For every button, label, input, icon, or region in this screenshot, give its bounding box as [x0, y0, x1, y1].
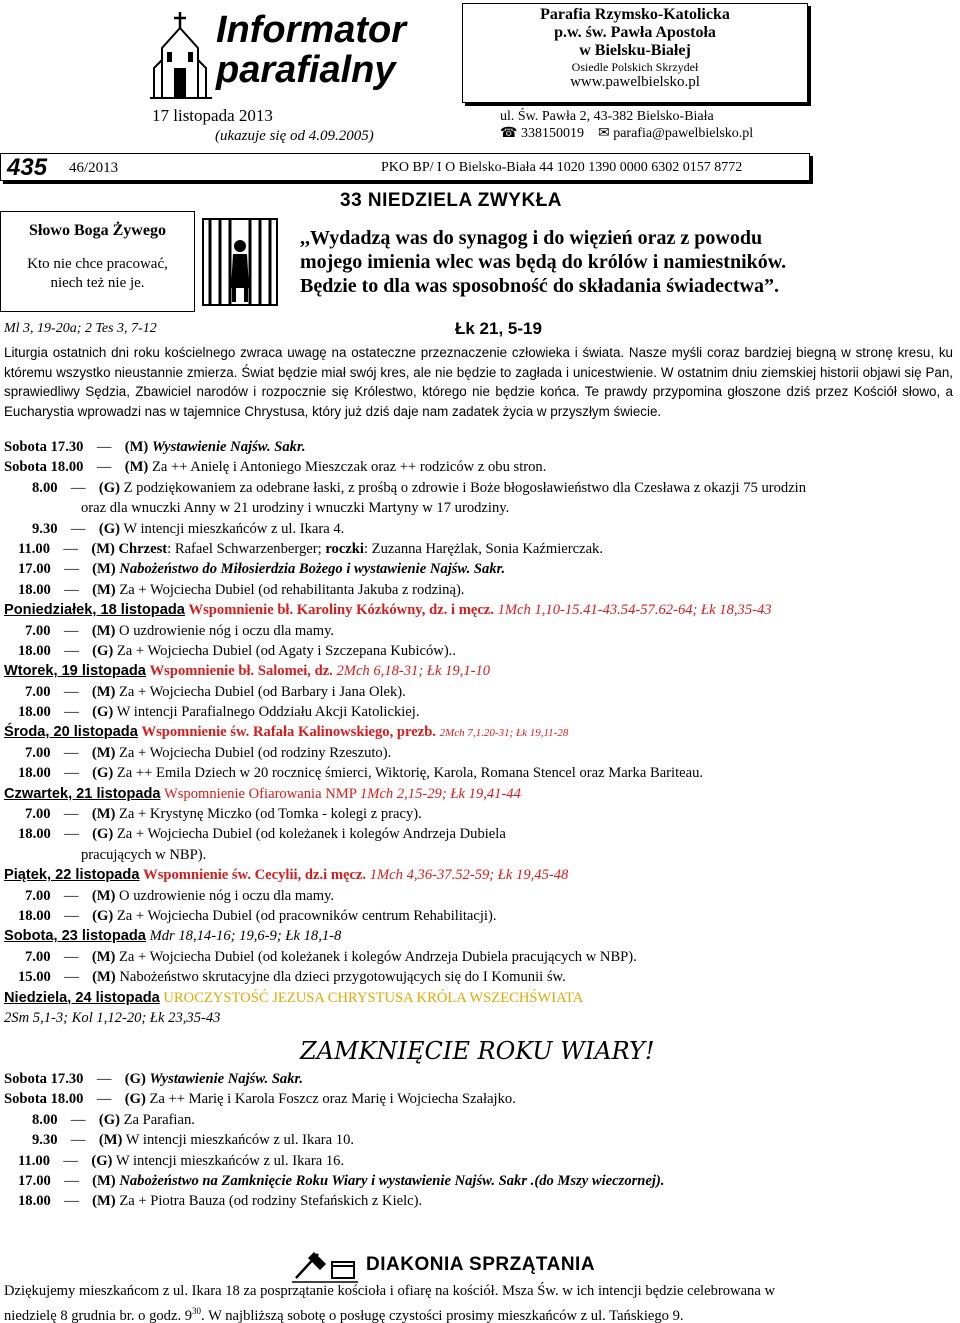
mass-entry: Sobota 18.00 — (G) Za ++ Marię i Karola Foszcz oraz Marię i Wojciecha Szałajko. [4, 1091, 516, 1108]
sunday-reflection: Liturgia ostatnich dni roku kościelnego zwraca uwagę na ostateczne przeznaczenie człowieka i świata. Nasze myśli coraz bardziej biegną w stronę kresu, ku któremu wszystko nieustannie zmierza. Świat będzie miał swój kres, ale nie będzie to zagłada i unicestwienie. W ostatnim dniu ziemskiej historii objawi się Pan, sprawiedliwy Sędzia, Zbawiciel narodów i rozpocznie się Królestwo, którego nie będzie końca. Te prawdy przypomina głoszone dziś przez Kościół słowo, a Eucharystia wprowadzi nas w tajemnice Chrystusa, który już dziś daje nam zadatek życia w przyszłym świecie. [4, 345, 953, 419]
mass-entry: 7.00 — (M) O uzdrowienie nóg i oczu dla mamy. [25, 622, 335, 639]
contact-line [500, 125, 753, 142]
quote-line-1: Kto nie chce pracować, [27, 256, 168, 272]
mass-entry: 7.00 — (M) Za + Krystynę Miczko (od Tomka - kolegi z pracy). [25, 806, 422, 823]
mass-entry: Sobota 18.00 — (M) Za ++ Anielę i Antoniego Mieszczak oraz ++ rodziców z obu stron. [4, 459, 547, 476]
parish-address [500, 108, 753, 142]
mass-entry: 7.00 — (M) Za + Wojciecha Dubiel (od koleżanek i kolegów Andrzeja Dubiela pracujących w NBP). [25, 948, 637, 965]
email-link[interactable]: parafia@pawelbielsko.pl [613, 126, 754, 141]
gospel-quote [300, 226, 955, 298]
day-header-saturday: Sobota, 23 listopada Mdr 18,14-16; 19,6-9; Łk 18,1-8 [4, 928, 342, 945]
mass-entry: 15.00 — (M) Nabożeństwo skrutacyjne dla dzieci przygotowujących się do I Komunii św. [18, 969, 566, 986]
sunday-readings: Ml 3, 19-20a; 2 Tes 3, 7-12 [4, 321, 157, 336]
mass-entry: 17.00 — (M) Nabożeństwo na Zamknięcie Roku Wiary i wystawienie Najśw. Sakr .(do Mszy wieczornej). [18, 1172, 665, 1189]
day-header-wednesday: Środa, 20 listopada Wspomnienie św. Rafała Kalinowskiego, prezb. 2Mch 7,1.20-31; Łk 19,11-28 [4, 724, 569, 741]
mass-entry: 8.00 — (G) Za Parafian. [32, 1111, 195, 1128]
mass-entry: 7.00 — (M) O uzdrowienie nóg i oczu dla mamy. [25, 887, 335, 904]
mass-entry: 9.30 — (M) W intencji mieszkańców z ul. Ikara 10. [32, 1132, 355, 1149]
mass-entry-continued: pracujących w NBP). [81, 846, 207, 863]
issue-week: 46/2013 [69, 160, 119, 176]
mass-entry-continued: oraz dla wnuczki Anny w 21 urodziny i wnuczki Martyny w 17 urodziny. [81, 500, 510, 517]
word-of-god-box [0, 211, 195, 312]
mass-entry: 18.00 — (G) Za ++ Emila Dziech w 20 rocznicę śmierci, Wiktorię, Karola, Romana Stencel oraz Marka Bariteau. [18, 765, 704, 782]
day-header-tuesday: Wtorek, 19 listopada Wspomnienie bł. Salomei, dz. 2Mch 6,18-31; Łk 19,1-10 [4, 663, 491, 680]
mass-entry: 8.00 — (G) Z podziękowaniem za odebrane łaski, z prośbą o zdrowie i Boże błogosławieństwo dla Czesława z okazji 75 urodzin [32, 479, 807, 496]
sunday-title: 33 NIEDZIELA ZWYKŁA [340, 190, 563, 211]
cleaning-ministry-text [4, 1281, 956, 1323]
mass-entry: 17.00 — (M) Nabożeństwo do Miłosierdzia Bożego i wystawienie Najśw. Sakr. [18, 561, 506, 578]
thanks-line-1: Dziękujemy mieszkańcom z ul. Ikara 18 za posprzątanie kościoła i ofiarę na kościół. Msza Św. w ich intencji będzie celebrowana w [4, 1283, 776, 1299]
church-logo-icon [150, 8, 212, 100]
issue-number: 435 [7, 154, 48, 181]
mass-entry: 18.00 — (M) Za + Wojciecha Dubiel (od rehabilitanta Jakuba z rodziną). [18, 581, 465, 598]
street-address: ul. Św. Pawła 2, 43-382 Bielsko-Biała [500, 109, 714, 124]
mass-entry: 11.00 — (M) Chrzest: Rafael Schwarzenberger; roczki: Zuzanna Harężlak, Sonia Kaźmierczak. [18, 540, 604, 557]
day-header-monday: Poniedziałek, 18 listopada Wspomnienie bł. Karoliny Kózkówny, dz. i męcz. 1Mch 1,10-15.41-43.54-57.62-64; Łk 18,35-43 [4, 602, 772, 619]
mass-entry: 7.00 — (M) Za + Wojciecha Dubiel (od Barbary i Jana Olek). [25, 683, 406, 700]
word-of-god-title: Słowo Boga Żywego [29, 222, 166, 239]
prison-bars-icon [202, 218, 278, 306]
gospel-quote-line-3: Będzie to dla was sposobność do składania świadectwa”. [300, 275, 779, 297]
phone-number: 338150019 [520, 126, 584, 141]
mass-entry: 18.00 — (G) Za + Wojciecha Dubiel (od koleżanek i kolegów Andrzeja Dubiela [18, 826, 506, 843]
publication-title [216, 10, 406, 90]
sunday-readings-next: 2Sm 5,1-3; Kol 1,12-20; Łk 23,35-43 [4, 1009, 221, 1026]
mass-entry: 18.00 — (G) Za + Wojciecha Dubiel (od Agaty i Szczepana Kubiców).. [18, 642, 456, 659]
mass-entry: 11.00 — (G) W intencji mieszkańców z ul. Ikara 16. [18, 1152, 345, 1169]
gospel-quote-line-2: mojego imienia wlec was będą do królów i namiestników. [300, 251, 787, 273]
parish-city: w Bielsku-Białej [579, 42, 691, 59]
parish-patron: p.w. św. Pawła Apostoła [554, 24, 716, 41]
brand-line-1: Informator [216, 9, 406, 51]
quote-line-2: niech też nie je. [50, 275, 145, 291]
mass-entry: 18.00 — (G) W intencji Parafialnego Oddziału Akcji Katolickiej. [18, 704, 420, 721]
day-header-thursday: Czwartek, 21 listopada Wspomnienie Ofiarowania NMP 1Mch 2,15-29; Łk 19,41-44 [4, 785, 521, 802]
brand-line-2: parafialny [216, 49, 396, 91]
valid-note: (ukazuje się od 4.09.2005) [215, 128, 374, 144]
mass-entry: 18.00 — (G) Za + Wojciecha Dubiel (od pracowników centrum Rehabilitacji). [18, 907, 497, 924]
mass-schedule-next-week [4, 1069, 956, 1212]
cleaning-ministry-title: DIAKONIA SPRZĄTANIA [366, 1254, 596, 1275]
mail-icon: ✉ [597, 126, 610, 141]
phone-icon: ☎ [500, 126, 518, 141]
word-of-god-quote [1, 255, 194, 293]
day-header-sunday: Niedziela, 24 listopada UROCZYSTOŚĆ JEZUSA CHRYSTUSA KRÓLA WSZECHŚWIATA [4, 989, 584, 1006]
day-header-friday: Piątek, 22 listopada Wspomnienie św. Cecylii, dz.i męcz. 1Mch 4,36-37.52-59; Łk 19,45-48 [4, 867, 569, 884]
bank-account: PKO BP/ I O Bielsko-Biała 44 1020 1390 0000 6302 0157 8772 [381, 160, 743, 175]
parish-name: Parafia Rzymsko-Katolicka [540, 6, 730, 23]
mass-entry: 18.00 — (M) Za + Piotra Bauza (od rodziny Stefańskich z Kielc). [18, 1193, 423, 1210]
gospel-quote-line-1: ,,Wydadzą was do synagog i do więzień oraz z powodu [300, 227, 763, 249]
parish-estate: Osiedle Polskich Skrzydeł [571, 60, 699, 74]
issue-date: 17 listopada 2013 [152, 106, 273, 125]
parish-info-box [462, 3, 808, 103]
cleaning-icon [292, 1248, 358, 1284]
mass-entry: 7.00 — (M) Za + Wojciecha Dubiel (od rodziny Rzeszuto). [25, 744, 392, 761]
closing-year-of-faith-title: ZAMKNIĘCIE ROKU WIARY! [300, 1037, 655, 1065]
parish-website[interactable]: www.pawelbielsko.pl [570, 74, 700, 90]
mass-entry: 9.30 — (G) W intencji mieszkańców z ul. Ikara 4. [32, 520, 345, 537]
mass-entry: Sobota 17.30 — (G) Wystawienie Najśw. Sakr. [4, 1071, 304, 1087]
gospel-reference: Łk 21, 5-19 [455, 319, 542, 338]
thanks-line-2: niedzielę 8 grudnia br. o godz. $9^{30}$. W najbliższą sobotę o posługę czystości prosimy mieszkańców z ul. Tańskiego 9. [4, 1306, 684, 1323]
issue-bar [0, 153, 810, 181]
mass-schedule [4, 437, 956, 1028]
mass-entry: Sobota 17.30 — (M) Wystawienie Najśw. Sakr. [4, 439, 306, 455]
